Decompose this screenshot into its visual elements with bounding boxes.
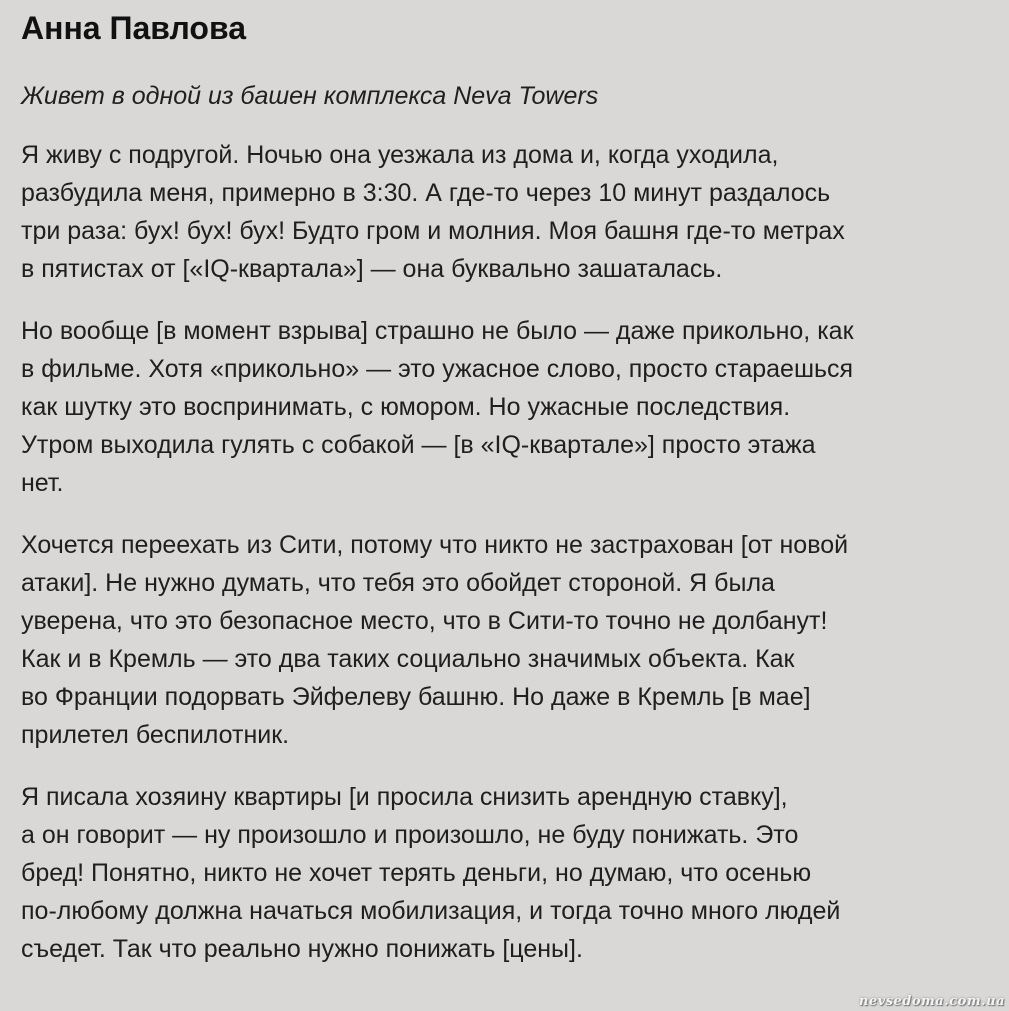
paragraph-line: Я живу с подругой. Ночью она уезжала из дома и, когда уходила, <box>21 141 779 169</box>
paragraph-line: уверена, что это безопасное место, что в Сити-то точно не долбанут! <box>21 607 828 635</box>
paragraph-line: а он говорит — ну произошло и произошло, не буду понижать. Это <box>21 821 799 849</box>
paragraph-line: разбудила меня, примерно в 3:30. А где-то через 10 минут раздалось <box>21 179 831 207</box>
paragraph-line: Я писала хозяину квартиры [и просила снизить арендную ставку], <box>21 783 788 811</box>
paragraph-line: Хочется переехать из Сити, потому что никто не застрахован [от новой <box>21 531 849 559</box>
article-title: Анна Павлова <box>21 10 246 46</box>
paragraph-line: прилетел беспилотник. <box>21 721 290 749</box>
watermark: nevsedoma.com.ua <box>858 994 1005 1009</box>
paragraph-line: атаки]. Не нужно думать, что тебя это обойдет стороной. Я была <box>21 569 775 597</box>
paragraph-line: Как и в Кремль — это два таких социально значимых объекта. Как <box>21 645 795 673</box>
paragraph-line: Но вообще [в момент взрыва] страшно не было — даже прикольно, как <box>21 317 854 345</box>
paragraph-line: по-любому должна начаться мобилизация, и тогда точно много людей <box>21 897 841 925</box>
paragraph-line: во Франции подорвать Эйфелеву башню. Но даже в Кремль [в мае] <box>21 683 811 711</box>
paragraph-3 <box>21 526 989 754</box>
paragraph-line: в пятистах от [«IQ-квартала»] — она буквально зашаталась. <box>21 255 723 283</box>
paragraph-line: съедет. Так что реально нужно понижать [цены]. <box>21 935 583 963</box>
paragraph-2 <box>21 312 989 502</box>
paragraph-line: Утром выходила гулять с собакой — [в «IQ-квартале»] просто этажа <box>21 431 816 459</box>
paragraph-4 <box>21 778 989 968</box>
paragraph-line: в фильме. Хотя «прикольно» — это ужасное слово, просто стараешься <box>21 355 854 383</box>
paragraph-1 <box>21 136 989 288</box>
paragraph-line: бред! Понятно, никто не хочет терять деньги, но думаю, что осенью <box>21 859 812 887</box>
article <box>21 8 989 968</box>
paragraph-line: нет. <box>21 469 64 497</box>
paragraph-line: как шутку это воспринимать, с юмором. Но ужасные последствия. <box>21 393 791 421</box>
paragraph-line: три раза: бух! бух! бух! Будто гром и молния. Моя башня где-то метрах <box>21 217 845 245</box>
article-subtitle: Живет в одной из башен комплекса Neva Towers <box>21 82 599 110</box>
